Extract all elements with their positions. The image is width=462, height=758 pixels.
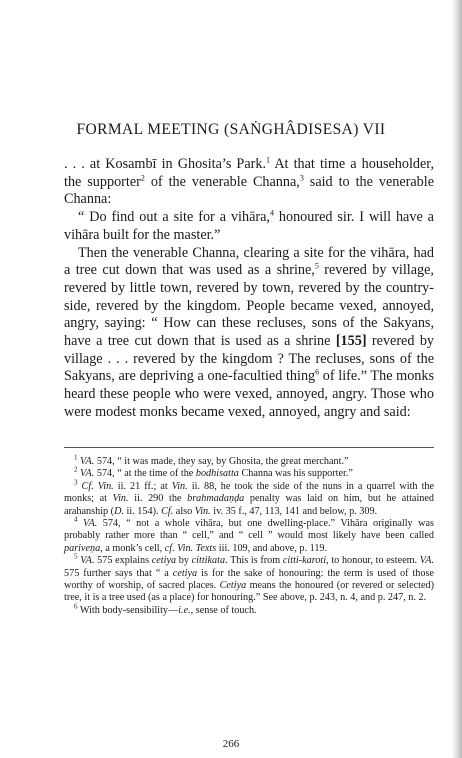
footnote-number: 6 [74, 602, 78, 611]
footnote-marker: 1 [266, 155, 270, 165]
text-run: 574, “ it was made, they say, by Ghosita, the great merchant.” [94, 456, 349, 467]
footnote-marker: 4 [269, 208, 274, 218]
text-run: Then the venerable Channa, clearing a site for the vihāra, had a tree cut down that was used as a shrine, [64, 244, 434, 279]
text-run: of life.” The monks heard these people who were vexed, annoyed, angry. Those who were modest monks became vexed, annoyed, angry and said: [64, 368, 434, 420]
text-run: means the honoured (or revered or selected) tree, it is a tree used (as a place) for honouring.” See above, p. 243, n. 4, and p. 247, n. 2. [64, 580, 434, 604]
text-run: With body-sensibility— [77, 604, 179, 616]
page-number: 266 [222, 738, 240, 750]
text-run: Vin. [194, 505, 211, 517]
footnote-3 [64, 478, 435, 518]
text-run: Vin. [112, 493, 129, 505]
text-run: VA. [77, 518, 98, 530]
text-run: brahmadaṇḍa [187, 493, 245, 505]
text-run: is for the sake of honouring: the term is used of those worthy of worship, of sacred places. [64, 567, 434, 592]
text-run: ii. 154). [123, 505, 162, 517]
text-run: revered by village . . . revered by the kingdom ? The recluses, sons of the Sakyans, are depriving a one-facultied thing [64, 333, 435, 385]
text-run: VA. [77, 456, 95, 467]
text-run: VA. [419, 555, 435, 567]
text-run: VA. [77, 555, 95, 567]
text-run: 575 explains [94, 555, 152, 567]
text-run: Channa was his supporter.” [238, 468, 353, 480]
text-run: Cf. [161, 505, 174, 517]
text-run: 575 further says that “ a [64, 567, 173, 579]
footnote-marker: 2 [140, 172, 145, 182]
text-run: , sense of touch. [190, 604, 257, 616]
footnote-divider [64, 447, 434, 448]
text-run: iv. 35 f., 47, 113, 141 and below, p. 309. [210, 505, 378, 517]
text-run: pariveṇa [64, 542, 101, 554]
footnote-marker: 5 [314, 261, 319, 271]
text-run: cetiya [172, 567, 198, 579]
text-run: , to honour, to esteem. [326, 555, 420, 567]
text-run: ii. 21 ff.; at [113, 480, 172, 492]
text-run: i.e. [178, 604, 191, 616]
main-text [64, 156, 434, 422]
footnote-number: 1 [74, 453, 78, 462]
footnotes [64, 453, 435, 617]
text-run: 574, “ at the time of the [94, 468, 196, 480]
text-run: said to the venerable Channa: [64, 173, 434, 208]
text-run: . This is from [225, 555, 283, 567]
text-run: Cetiya [219, 580, 247, 592]
footnote-number: 4 [74, 515, 78, 524]
paragraph-1 [64, 156, 434, 209]
footnote-2 [64, 468, 434, 480]
text-run: cittikata [191, 555, 226, 567]
footnote-4 [64, 515, 434, 555]
text-run: by [176, 555, 192, 567]
text-run: bodhisatta [195, 468, 239, 480]
text-run: penalty was laid on him, but he attained arahanship ( [64, 493, 434, 517]
text-run: 574, “ not a whole vihāra, but one dwelling-place.” Vihāra originally was probably rather more than “ cell,” and “ cell ” would most likely have been called [64, 518, 434, 542]
page-reference: [155] [335, 333, 367, 350]
text-run: cetiya [151, 555, 177, 567]
paragraph-3 [64, 245, 434, 422]
footnote-5 [64, 552, 435, 605]
footnote-marker: 6 [315, 367, 320, 377]
text-run: revered by village, revered by little town, revered by town, revered by the country-side, revered by the kingdom. People became vexed, annoyed, angry, saying: “ How can these recluses, sons of the Sakyans, have a tree cut down that is used as a shrine [64, 262, 434, 350]
footnote-6 [64, 602, 434, 617]
text-run: cf. Vin. Texts [164, 542, 217, 554]
running-header: FORMAL MEETING (SAṄGHÂDISESA) VII [76, 121, 386, 138]
text-run: Vin. [171, 480, 188, 492]
text-run: VA. [77, 468, 95, 480]
text-run: “ Do find out a site for a vihāra, [78, 209, 270, 226]
page-edge-shadow [452, 0, 462, 758]
footnote-number: 3 [74, 478, 78, 487]
text-run: honoured sir. I will have a vihāra built for the master.” [64, 209, 434, 243]
text-run: iii. 109, and above, p. 119. [216, 542, 328, 554]
paragraph-2 [64, 209, 434, 244]
text-run: citti-karoti [282, 555, 327, 567]
footnote-1 [64, 453, 434, 468]
text-run: At that time a householder, the supporter [64, 156, 435, 190]
footnote-number: 2 [74, 466, 78, 475]
text-run: also [173, 505, 195, 517]
footnote-marker: 3 [299, 172, 304, 182]
text-run: of the venerable Channa, [144, 173, 300, 190]
text-run: , a monk’s cell, [100, 542, 165, 554]
text-run: . . . at Kosambī in Ghosita’s Park. [64, 156, 266, 172]
text-run: Cf. Vin. [77, 480, 114, 492]
text-run: ii. 290 the [128, 493, 188, 505]
text-run: D. [114, 505, 124, 517]
text-run: ii. 88, he took the side of the nuns in a quarrel with the monks; at [64, 480, 435, 505]
footnote-number: 5 [74, 552, 78, 561]
